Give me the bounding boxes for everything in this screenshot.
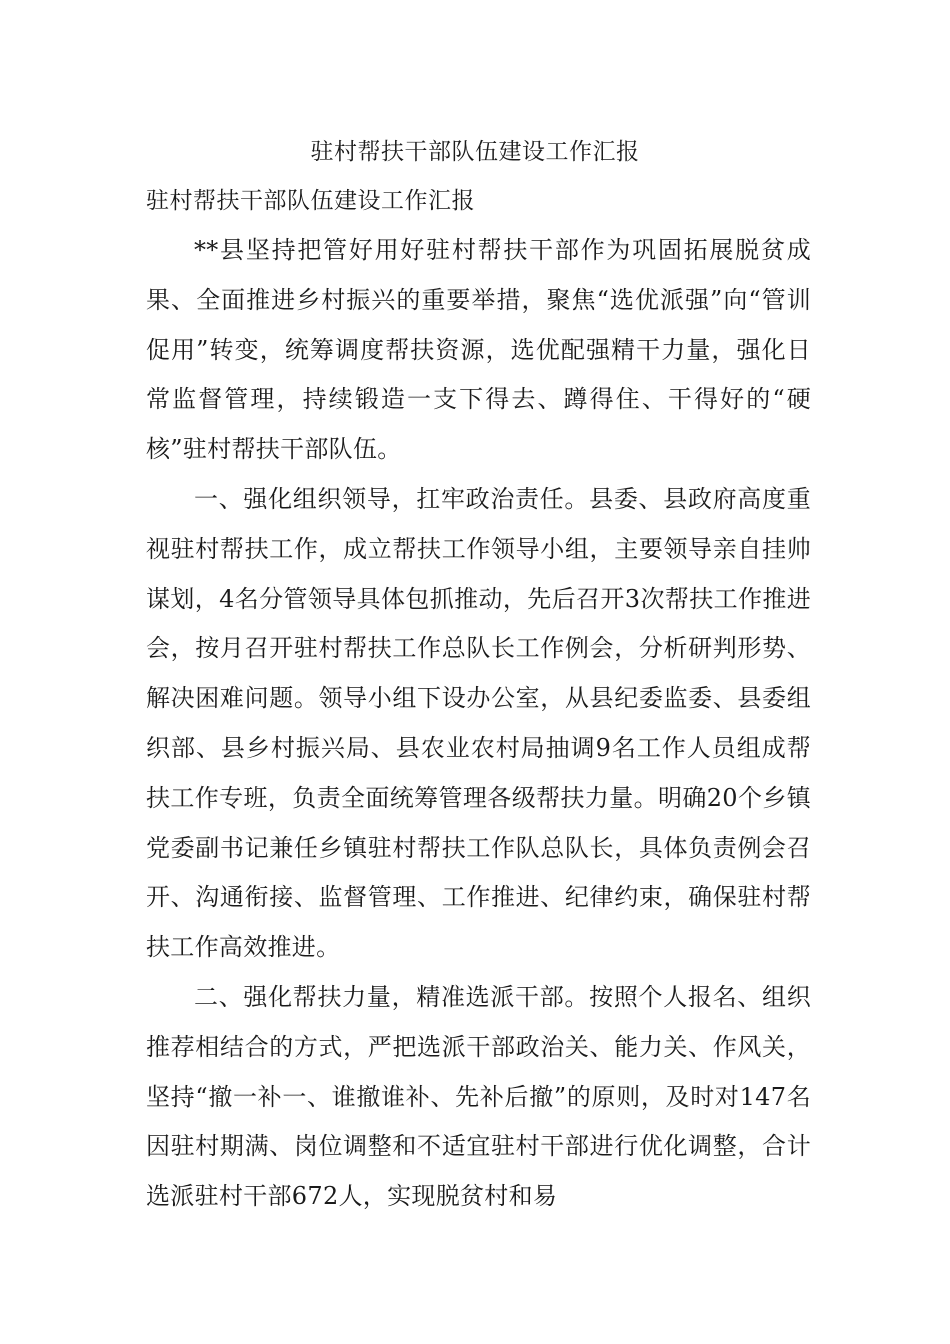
document-subtitle: 驻村帮扶干部队伍建设工作汇报 (146, 188, 475, 214)
document-title: 驻村帮扶干部队伍建设工作汇报 (310, 139, 640, 165)
paragraph-section-2: 二、强化帮扶力量，精准选派干部。按照个人报名、组织推荐相结合的方式，严把选派干部政治关、能力关、作风关，坚持“撤一补一、谁撤谁补、先补后撤”的原则，及时对147名因驻村期满、岗位调整和不适宜驻村干部进行优化调整，合计选派驻村干部672人，实现脱贫村和易 (146, 982, 811, 1211)
paragraph-intro: **县坚持把管好用好驻村帮扶干部作为巩固拓展脱贫成果、全面推进乡村振兴的重要举措，聚焦“选优派强”向“管训促用”转变，统筹调度帮扶资源，选优配强精干力量，强化日常监督管理，持续锻造一支下得去、蹲得住、干得好的“硬核”驻村帮扶干部队伍。 (146, 236, 811, 464)
paragraph-section-1: 一、强化组织领导，扛牢政治责任。县委、县政府高度重视驻村帮扶工作，成立帮扶工作领导小组，主要领导亲自挂帅谋划，4名分管领导具体包抓推动，先后召开3次帮扶工作推进会，按月召开驻村帮扶工作总队长工作例会，分析研判形势、解决困难问题。领导小组下设办公室，从县纪委监委、县委组织部、县乡村振兴局、县农业农村局抽调9名工作人员组成帮扶工作专班，负责全面统筹管理各级帮扶力量。明确20个乡镇党委副书记兼任乡镇驻村帮扶工作队总队长，具体负责例会召开、沟通衔接、监督管理、工作推进、纪律约束，确保驻村帮扶工作高效推进。 (146, 484, 811, 962)
document-body (146, 226, 811, 1222)
